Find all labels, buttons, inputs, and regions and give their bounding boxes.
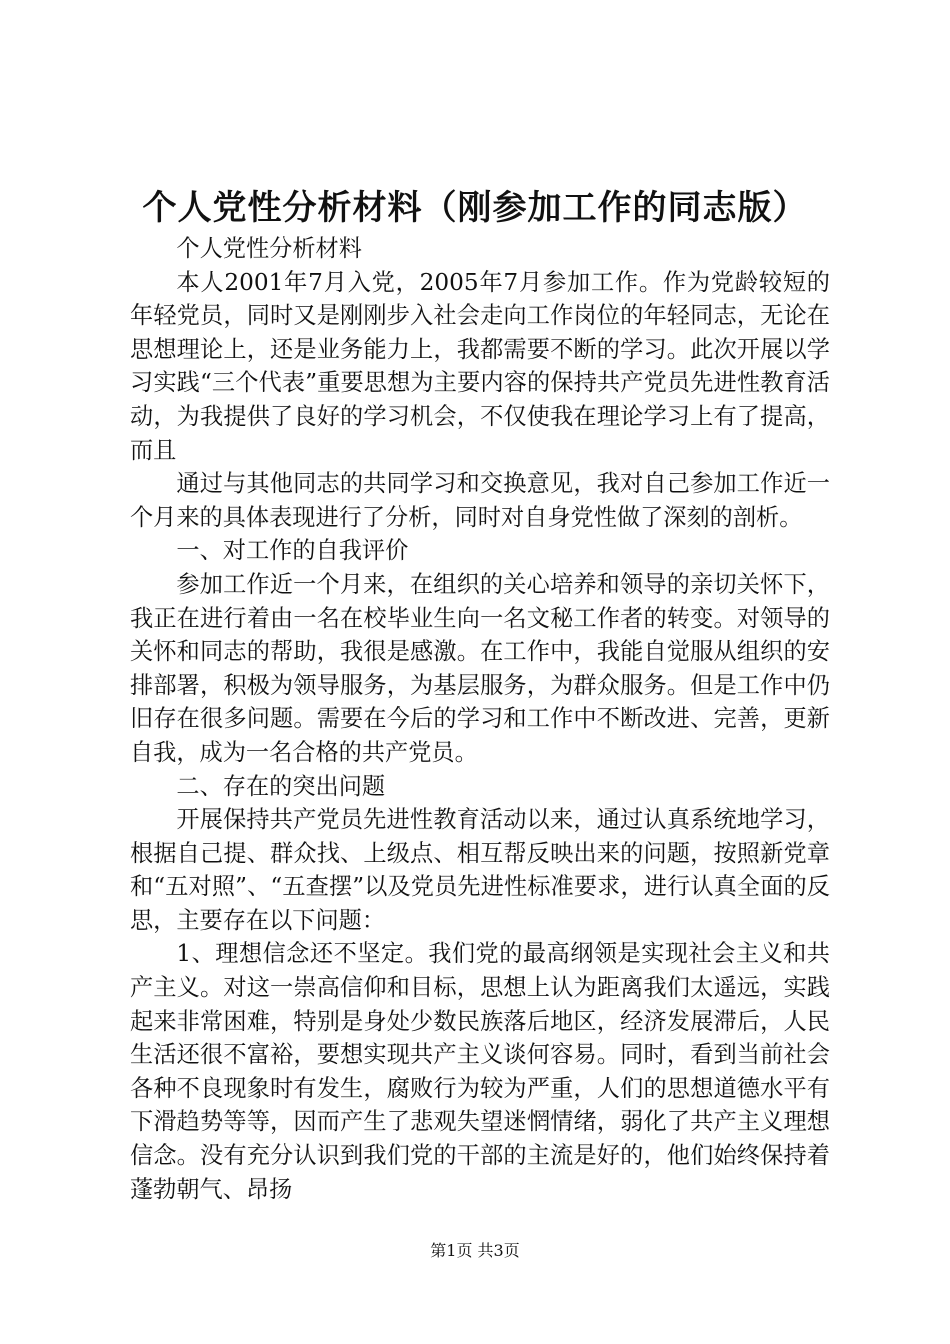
page-footer: 第1页 共3页: [430, 1241, 520, 1260]
problems-intro-paragraph: 开展保持共产党员先进性教育活动以来，通过认真系统地学习，根据自己提、群众找、上级点、相互帮反映出来的问题，按照新党章和“五对照”、“五查摆”以及党员先进性标准要求，进行认真全面的反思，主要存在以下问题：: [130, 806, 830, 934]
section-heading-self-evaluation: 一、对工作的自我评价: [176, 537, 409, 565]
document-body: [130, 232, 830, 1206]
intro-paragraph: 本人2001年7月入党，2005年7月参加工作。作为党龄较短的年轻党员，同时又是刚刚步入社会走向工作岗位的年轻同志，无论在思想理论上，还是业务能力上，我都需要不断的学习。此次开展以学习实践“三个代表”重要思想为主要内容的保持共产党员先进性教育活动，为我提供了良好的学习机会，不仅使我在理论学习上有了提高，而且: [130, 268, 830, 464]
analysis-paragraph: 通过与其他同志的共同学习和交换意见，我对自己参加工作近一个月来的具体表现进行了分析，同时对自身党性做了深刻的剖析。: [130, 470, 830, 531]
self-evaluation-paragraph: 参加工作近一个月来，在组织的关心培养和领导的亲切关怀下，我正在进行着由一名在校毕业生向一名文秘工作者的转变。对领导的关怀和同志的帮助，我很是感激。在工作中，我能自觉服从组织的安排部署，积极为领导服务，为基层服务，为群众服务。但是工作中仍旧存在很多问题。需要在今后的学习和工作中不断改进、完善，更新自我，成为一名合格的共产党员。: [130, 570, 830, 766]
subtitle-paragraph: 个人党性分析材料: [176, 235, 362, 262]
problem-item-1-paragraph: 1、理想信念还不坚定。我们党的最高纲领是实现社会主义和共产主义。对这一崇高信仰和目标，思想上认为距离我们太遥远，实践起来非常困难，特别是身处少数民族落后地区，经济发展滞后，人民生活还很不富裕，要想实现共产主义谈何容易。同时，看到当前社会各种不良现象时有发生，腐败行为较为严重，人们的思想道德水平有下滑趋势等等，因而产生了悲观失望迷惘情绪，弱化了共产主义理想信念。没有充分认识到我们党的干部的主流是好的，他们始终保持着蓬勃朝气、昂扬: [130, 940, 830, 1203]
document-title: 个人党性分析材料（刚参加工作的同志版）: [142, 188, 808, 228]
section-heading-problems: 二、存在的突出问题: [176, 772, 386, 800]
